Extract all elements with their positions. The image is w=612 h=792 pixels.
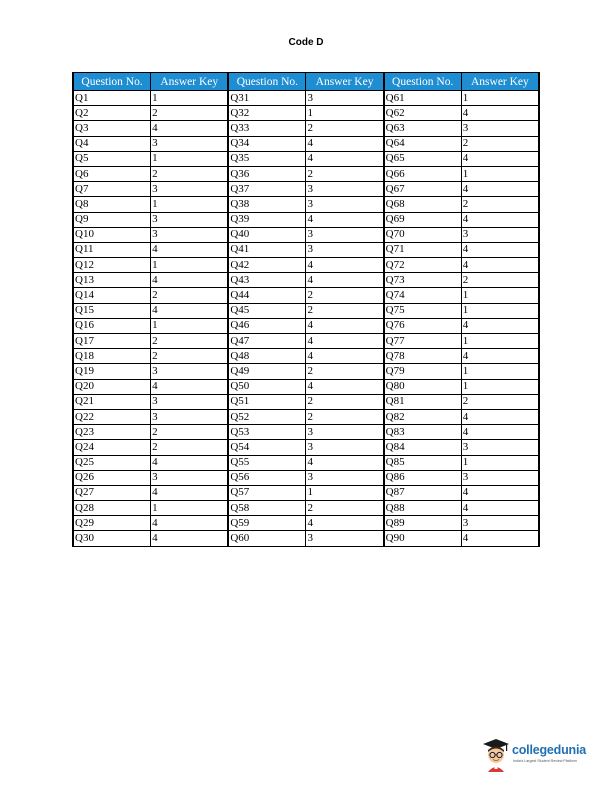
answer-key-cell: 1 — [461, 166, 539, 181]
question-number-cell: Q79 — [384, 364, 462, 379]
question-number-cell: Q25 — [73, 455, 151, 470]
answer-key-cell: 4 — [151, 121, 229, 136]
answer-key-cell: 4 — [306, 212, 384, 227]
question-number-cell: Q86 — [384, 470, 462, 485]
table-row — [73, 349, 539, 364]
column-header: Answer Key — [306, 73, 384, 91]
question-number-cell: Q65 — [384, 151, 462, 166]
question-number-cell: Q68 — [384, 197, 462, 212]
question-number-cell: Q73 — [384, 273, 462, 288]
answer-key-cell: 3 — [306, 227, 384, 242]
table-row — [73, 531, 539, 546]
question-number-cell: Q52 — [228, 409, 306, 424]
answer-key-cell: 3 — [461, 470, 539, 485]
page-title: Code D — [288, 37, 324, 48]
question-number-cell: Q78 — [384, 349, 462, 364]
answer-key-cell: 3 — [461, 227, 539, 242]
answer-key-cell: 3 — [151, 212, 229, 227]
question-number-cell: Q29 — [73, 516, 151, 531]
question-number-cell: Q43 — [228, 273, 306, 288]
logo-wordmark: collegedunia — [512, 743, 587, 757]
table-row — [73, 425, 539, 440]
table-row — [73, 227, 539, 242]
answer-key-cell: 1 — [151, 501, 229, 516]
answer-key-cell: 4 — [461, 349, 539, 364]
question-number-cell: Q34 — [228, 136, 306, 151]
question-number-cell: Q72 — [384, 258, 462, 273]
table-row — [73, 440, 539, 455]
answer-key-cell: 1 — [461, 455, 539, 470]
answer-key-cell: 4 — [151, 516, 229, 531]
answer-key-cell: 2 — [151, 288, 229, 303]
answer-key-cell: 4 — [306, 334, 384, 349]
question-number-cell: Q63 — [384, 121, 462, 136]
answer-key-cell: 4 — [461, 182, 539, 197]
column-header: Question No. — [73, 73, 151, 91]
table-row — [73, 409, 539, 424]
answer-key-cell: 4 — [461, 531, 539, 546]
table-row — [73, 166, 539, 181]
answer-key-cell: 4 — [151, 455, 229, 470]
question-number-cell: Q22 — [73, 409, 151, 424]
question-number-cell: Q62 — [384, 106, 462, 121]
question-number-cell: Q61 — [384, 91, 462, 106]
question-number-cell: Q9 — [73, 212, 151, 227]
question-number-cell: Q33 — [228, 121, 306, 136]
answer-key-cell: 1 — [151, 258, 229, 273]
answer-key-cell: 4 — [461, 212, 539, 227]
answer-key-cell: 2 — [306, 166, 384, 181]
table-row — [73, 318, 539, 333]
answer-key-cell: 3 — [306, 425, 384, 440]
table-row — [73, 334, 539, 349]
answer-key-cell: 4 — [461, 409, 539, 424]
question-number-cell: Q90 — [384, 531, 462, 546]
question-number-cell: Q1 — [73, 91, 151, 106]
question-number-cell: Q54 — [228, 440, 306, 455]
table-row — [73, 455, 539, 470]
answer-key-cell: 2 — [306, 394, 384, 409]
question-number-cell: Q50 — [228, 379, 306, 394]
answer-key-cell: 4 — [461, 258, 539, 273]
column-header: Answer Key — [461, 73, 539, 91]
question-number-cell: Q32 — [228, 106, 306, 121]
question-number-cell: Q2 — [73, 106, 151, 121]
answer-key-cell: 3 — [461, 516, 539, 531]
question-number-cell: Q66 — [384, 166, 462, 181]
question-number-cell: Q48 — [228, 349, 306, 364]
question-number-cell: Q24 — [73, 440, 151, 455]
table-row — [73, 273, 539, 288]
question-number-cell: Q81 — [384, 394, 462, 409]
question-number-cell: Q42 — [228, 258, 306, 273]
answer-key-cell: 4 — [461, 242, 539, 257]
answer-key-cell: 3 — [306, 182, 384, 197]
table-row — [73, 394, 539, 409]
question-number-cell: Q31 — [228, 91, 306, 106]
answer-key-cell: 2 — [461, 197, 539, 212]
answer-key-cell: 2 — [306, 303, 384, 318]
question-number-cell: Q15 — [73, 303, 151, 318]
answer-key-cell: 3 — [306, 197, 384, 212]
question-number-cell: Q40 — [228, 227, 306, 242]
answer-key-cell: 4 — [461, 151, 539, 166]
question-number-cell: Q46 — [228, 318, 306, 333]
answer-key-cell: 4 — [306, 516, 384, 531]
question-number-cell: Q7 — [73, 182, 151, 197]
answer-key-cell: 3 — [151, 227, 229, 242]
question-number-cell: Q10 — [73, 227, 151, 242]
answer-key-cell: 2 — [306, 121, 384, 136]
answer-key-cell: 3 — [306, 440, 384, 455]
question-number-cell: Q53 — [228, 425, 306, 440]
question-number-cell: Q21 — [73, 394, 151, 409]
table-row — [73, 501, 539, 516]
answer-key-cell: 4 — [306, 379, 384, 394]
question-number-cell: Q36 — [228, 166, 306, 181]
answer-key-cell: 1 — [461, 303, 539, 318]
question-number-cell: Q44 — [228, 288, 306, 303]
question-number-cell: Q14 — [73, 288, 151, 303]
answer-key-cell: 2 — [306, 364, 384, 379]
answer-key-cell: 4 — [461, 106, 539, 121]
question-number-cell: Q60 — [228, 531, 306, 546]
table-row — [73, 91, 539, 106]
question-number-cell: Q74 — [384, 288, 462, 303]
table-row — [73, 151, 539, 166]
question-number-cell: Q37 — [228, 182, 306, 197]
answer-key-cell: 1 — [461, 91, 539, 106]
answer-key-cell: 4 — [151, 273, 229, 288]
question-number-cell: Q18 — [73, 349, 151, 364]
question-number-cell: Q20 — [73, 379, 151, 394]
table-row — [73, 288, 539, 303]
student-mascot-icon — [482, 738, 510, 772]
question-number-cell: Q88 — [384, 501, 462, 516]
question-number-cell: Q8 — [73, 197, 151, 212]
question-number-cell: Q38 — [228, 197, 306, 212]
question-number-cell: Q49 — [228, 364, 306, 379]
answer-key-cell: 3 — [461, 440, 539, 455]
table-header-row — [73, 73, 539, 91]
column-header: Question No. — [228, 73, 306, 91]
answer-key-cell: 2 — [151, 166, 229, 181]
table-row — [73, 516, 539, 531]
answer-key-cell: 1 — [306, 485, 384, 500]
answer-key-cell: 2 — [461, 136, 539, 151]
answer-key-cell: 2 — [151, 349, 229, 364]
answer-key-cell: 1 — [461, 288, 539, 303]
question-number-cell: Q23 — [73, 425, 151, 440]
question-number-cell: Q89 — [384, 516, 462, 531]
answer-key-cell: 3 — [151, 394, 229, 409]
table-row — [73, 182, 539, 197]
answer-key-cell: 3 — [306, 91, 384, 106]
answer-key-cell: 4 — [461, 425, 539, 440]
question-number-cell: Q4 — [73, 136, 151, 151]
question-number-cell: Q30 — [73, 531, 151, 546]
question-number-cell: Q83 — [384, 425, 462, 440]
answer-key-cell: 2 — [461, 394, 539, 409]
answer-key-body — [73, 91, 539, 547]
question-number-cell: Q82 — [384, 409, 462, 424]
answer-key-cell: 3 — [151, 136, 229, 151]
answer-key-cell: 3 — [151, 182, 229, 197]
answer-key-cell: 1 — [461, 334, 539, 349]
question-number-cell: Q28 — [73, 501, 151, 516]
question-number-cell: Q76 — [384, 318, 462, 333]
question-number-cell: Q17 — [73, 334, 151, 349]
question-number-cell: Q35 — [228, 151, 306, 166]
table-row — [73, 106, 539, 121]
question-number-cell: Q26 — [73, 470, 151, 485]
answer-key-cell: 3 — [461, 121, 539, 136]
question-number-cell: Q55 — [228, 455, 306, 470]
column-header: Question No. — [384, 73, 462, 91]
answer-key-cell: 4 — [306, 151, 384, 166]
question-number-cell: Q84 — [384, 440, 462, 455]
answer-key-cell: 4 — [151, 242, 229, 257]
question-number-cell: Q51 — [228, 394, 306, 409]
answer-key-cell: 1 — [151, 151, 229, 166]
table-row — [73, 364, 539, 379]
question-number-cell: Q19 — [73, 364, 151, 379]
question-number-cell: Q59 — [228, 516, 306, 531]
column-header: Answer Key — [151, 73, 229, 91]
answer-key-cell: 2 — [151, 334, 229, 349]
table-row — [73, 197, 539, 212]
table-row — [73, 212, 539, 227]
question-number-cell: Q5 — [73, 151, 151, 166]
answer-key-cell: 4 — [306, 258, 384, 273]
logo-tagline: India's Largest Student Review Platform — [513, 759, 577, 763]
answer-key-cell: 3 — [151, 470, 229, 485]
answer-key-cell: 1 — [151, 197, 229, 212]
question-number-cell: Q39 — [228, 212, 306, 227]
answer-key-cell: 3 — [151, 409, 229, 424]
question-number-cell: Q41 — [228, 242, 306, 257]
question-number-cell: Q56 — [228, 470, 306, 485]
answer-key-cell: 4 — [306, 349, 384, 364]
table-row — [73, 379, 539, 394]
question-number-cell: Q64 — [384, 136, 462, 151]
answer-key-cell: 4 — [306, 136, 384, 151]
answer-key-cell: 4 — [306, 455, 384, 470]
table-row — [73, 258, 539, 273]
question-number-cell: Q58 — [228, 501, 306, 516]
question-number-cell: Q3 — [73, 121, 151, 136]
answer-key-cell: 3 — [306, 470, 384, 485]
question-number-cell: Q67 — [384, 182, 462, 197]
answer-key-cell: 3 — [306, 242, 384, 257]
question-number-cell: Q70 — [384, 227, 462, 242]
answer-key-cell: 4 — [306, 318, 384, 333]
answer-key-cell: 1 — [151, 318, 229, 333]
question-number-cell: Q12 — [73, 258, 151, 273]
question-number-cell: Q45 — [228, 303, 306, 318]
table-row — [73, 136, 539, 151]
question-number-cell: Q16 — [73, 318, 151, 333]
answer-key-cell: 4 — [461, 485, 539, 500]
table-row — [73, 485, 539, 500]
table-row — [73, 242, 539, 257]
question-number-cell: Q85 — [384, 455, 462, 470]
answer-key-table — [72, 72, 540, 547]
question-number-cell: Q57 — [228, 485, 306, 500]
answer-key-cell: 1 — [461, 364, 539, 379]
answer-key-cell: 1 — [461, 379, 539, 394]
question-number-cell: Q87 — [384, 485, 462, 500]
answer-key-cell: 1 — [151, 91, 229, 106]
answer-key-cell: 4 — [151, 379, 229, 394]
table-row — [73, 470, 539, 485]
answer-key-cell: 2 — [461, 273, 539, 288]
question-number-cell: Q75 — [384, 303, 462, 318]
question-number-cell: Q80 — [384, 379, 462, 394]
answer-key-cell: 4 — [461, 501, 539, 516]
answer-key-cell: 2 — [151, 106, 229, 121]
answer-key-cell: 4 — [151, 531, 229, 546]
question-number-cell: Q6 — [73, 166, 151, 181]
table-row — [73, 121, 539, 136]
question-number-cell: Q77 — [384, 334, 462, 349]
question-number-cell: Q69 — [384, 212, 462, 227]
answer-key-cell: 3 — [151, 364, 229, 379]
question-number-cell: Q11 — [73, 242, 151, 257]
answer-key-cell: 4 — [151, 303, 229, 318]
question-number-cell: Q47 — [228, 334, 306, 349]
answer-key-cell: 2 — [306, 501, 384, 516]
answer-key-cell: 2 — [151, 440, 229, 455]
question-number-cell: Q13 — [73, 273, 151, 288]
question-number-cell: Q71 — [384, 242, 462, 257]
answer-key-cell: 1 — [306, 106, 384, 121]
answer-key-cell: 4 — [306, 273, 384, 288]
answer-key-cell: 2 — [306, 288, 384, 303]
answer-key-cell: 2 — [306, 409, 384, 424]
answer-key-cell: 3 — [306, 531, 384, 546]
table-row — [73, 303, 539, 318]
answer-key-cell: 4 — [151, 485, 229, 500]
question-number-cell: Q27 — [73, 485, 151, 500]
answer-key-cell: 4 — [461, 318, 539, 333]
collegedunia-logo — [482, 738, 596, 774]
answer-key-cell: 2 — [151, 425, 229, 440]
